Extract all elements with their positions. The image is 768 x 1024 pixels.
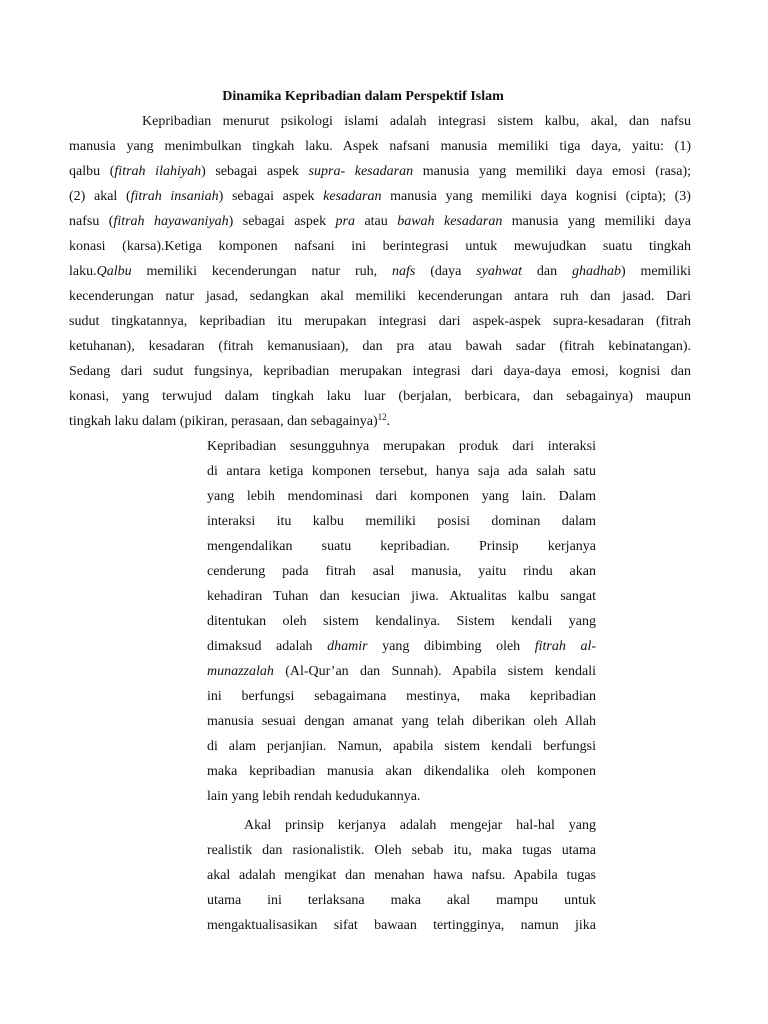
quote-line: maka kepribadian manusia akan dikendalika oleh komponen: [207, 764, 596, 779]
text-line: konasi (karsa).Ketiga komponen nafsani ini berintegrasi untuk mewujudkan suatu tingkah: [69, 239, 691, 254]
italic-term: fitrah al-: [534, 639, 596, 654]
quote-line: ini berfungsi sebagaimana mestinya, maka kepribadian: [207, 689, 596, 704]
quote-line: munazzalah (Al-Qur’an dan Sunnah). Apabila sistem kendali: [207, 664, 596, 679]
italic-term: dhamir: [327, 639, 368, 654]
footnote-reference[interactable]: 12: [377, 412, 387, 422]
quote-line: ditentukan oleh sistem kendalinya. Sistem kendali yang: [207, 614, 596, 629]
quote-line-last: lain yang lebih rendah kedudukannya.: [207, 789, 421, 804]
italic-term: syahwat: [476, 264, 523, 279]
quote-line: manusia sesuai dengan amanat yang telah diberikan oleh Allah: [207, 714, 596, 729]
quote-line: mengaktualisasikan sifat bawaan tertingginya, namun jika: [207, 918, 596, 933]
text-line: qalbu (fitrah ilahiyah) sebagai aspek supra- kesadaran manusia yang memiliki daya emosi (rasa);: [69, 164, 692, 179]
text-line: (2) akal (fitrah insaniah) sebagai aspek kesadaran manusia yang memiliki daya kognisi (cipta); (3): [69, 189, 691, 204]
quote-line: akal adalah mengikat dan menahan hawa nafsu. Apabila tugas: [207, 868, 596, 883]
italic-term: pra: [335, 214, 355, 229]
text-line: kecenderungan natur jasad, sedangkan akal memiliki kecenderungan antara ruh dan jasad. Dari: [69, 289, 691, 304]
italic-term: ghadhab: [571, 264, 621, 279]
text-line: laku.Qalbu memiliki kecenderungan natur ruh, nafs (daya syahwat dan ghadhab) memiliki: [69, 264, 692, 279]
quote-line: interaksi itu kalbu memiliki posisi dominan dalam: [207, 514, 596, 529]
text-line: nafsu (fitrah hayawaniyah) sebagai aspek pra atau bawah kesadaran manusia yang memiliki daya: [69, 214, 691, 229]
text-line-last: [69, 412, 691, 432]
sentence-end: .: [386, 414, 391, 429]
quote-line: realistik dan rasionalistik. Oleh sebab itu, maka tugas utama: [207, 843, 596, 858]
text-line: manusia yang menimbulkan tingkah laku. Aspek nafsani manusia memiliki tiga daya, yaitu: (1): [69, 139, 691, 154]
quote-line: yang lebih mendominasi dari komponen yang lain. Dalam: [207, 489, 596, 504]
italic-term: nafs: [392, 264, 416, 279]
italic-term: fitrah insaniah: [130, 189, 219, 204]
text-line: konasi, yang terwujud dalam tingkah laku luar (berjalan, berbicara, dan sebagainya) maupun: [69, 389, 691, 404]
italic-term: supra- kesadaran: [308, 164, 414, 179]
text-line: Kepribadian menurut psikologi islami adalah integrasi sistem kalbu, akal, dan nafsu: [142, 114, 691, 129]
quote-line: di alam perjanjian. Namun, apabila sistem kendali berfungsi: [207, 739, 596, 754]
quote-line: Akal prinsip kerjanya adalah mengejar hal-hal yang: [244, 818, 596, 833]
italic-term: fitrah hayawaniyah: [113, 214, 229, 229]
quote-line: cenderung pada fitrah asal manusia, yaitu rindu akan: [207, 564, 596, 579]
italic-term: fitrah ilahiyah: [114, 164, 202, 179]
italic-term: Qalbu: [96, 264, 132, 279]
text-line: Sedang dari sudut fungsinya, kepribadian merupakan integrasi dari daya-daya emosi, kognisi dan: [69, 364, 691, 379]
quote-line: di antara ketiga komponen tersebut, hanya saja ada salah satu: [207, 464, 596, 479]
quote-line: Kepribadian sesungguhnya merupakan produk dari interaksi: [207, 439, 596, 454]
quote-line: utama ini terlaksana maka akal mampu untuk: [207, 893, 596, 908]
italic-term: kesadaran: [323, 189, 382, 204]
text-line-content: tingkah laku dalam (pikiran, perasaan, dan sebagainya): [69, 414, 378, 429]
italic-term: bawah kesadaran: [397, 214, 503, 229]
text-line: sudut tingkatannya, kepribadian itu merupakan integrasi dari aspek-aspek supra-kesadaran (fitrah: [69, 314, 691, 329]
italic-term: munazzalah: [207, 664, 274, 679]
document-title: Dinamika Kepribadian dalam Perspektif Islam: [222, 89, 504, 104]
text-line: ketuhanan), kesadaran (fitrah kemanusiaan), dan pra atau bawah sadar (fitrah kebinatangan).: [69, 339, 691, 354]
quote-line: mengendalikan suatu kepribadian. Prinsip kerjanya: [207, 539, 596, 554]
quote-line: kehadiran Tuhan dan kesucian jiwa. Aktualitas kalbu sangat: [207, 589, 596, 604]
quote-line: dimaksud adalah dhamir yang dibimbing oleh fitrah al-: [207, 639, 596, 654]
